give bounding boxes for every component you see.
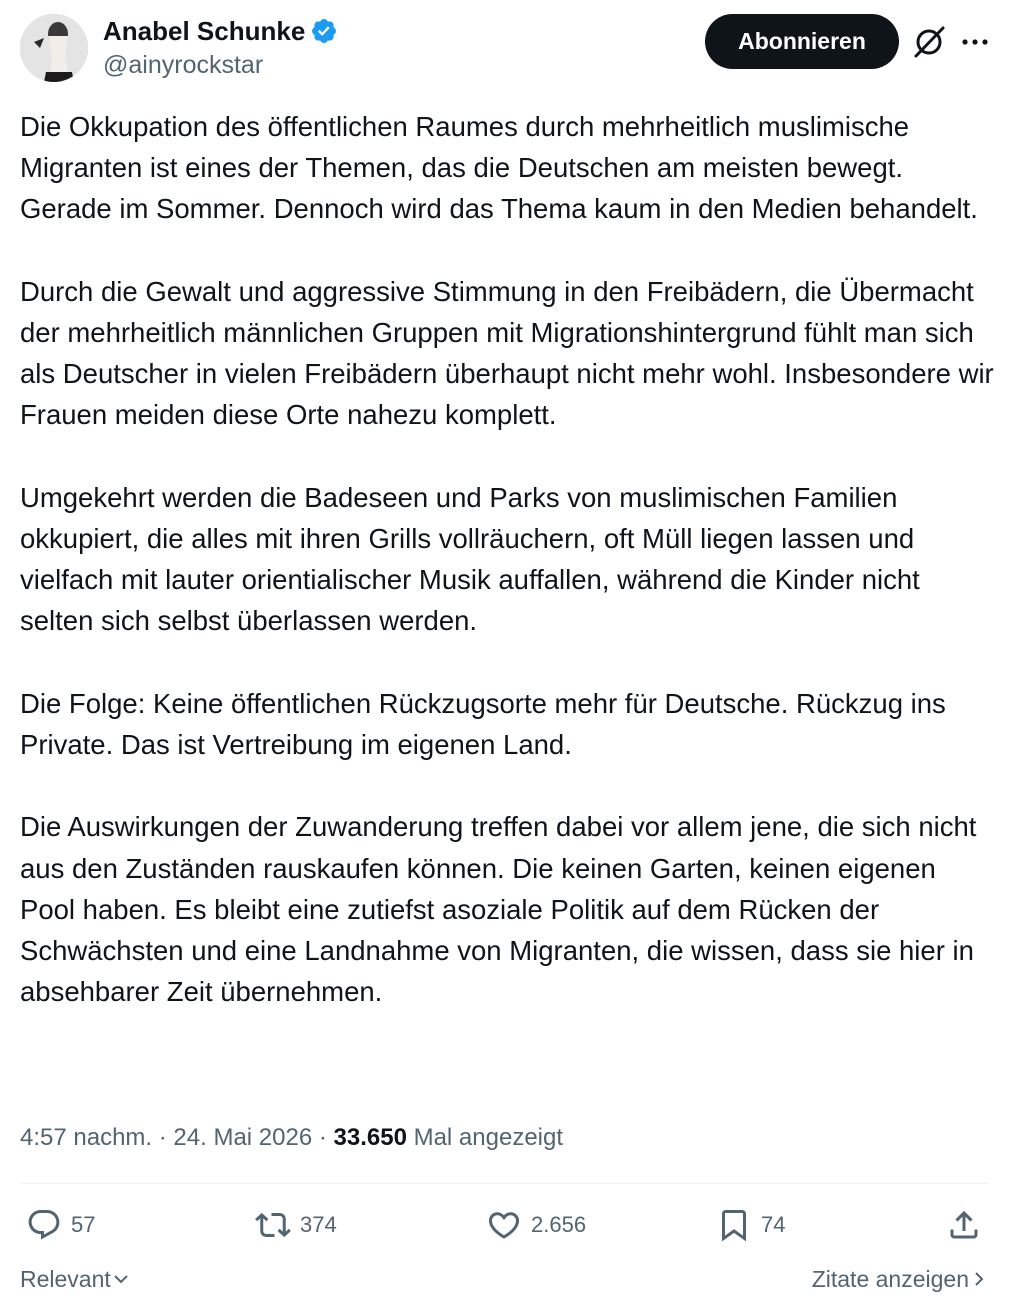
meta-separator: · [312,1124,334,1151]
tweet-date[interactable]: 24. Mai 2026 [173,1124,313,1151]
follow-button[interactable]: Abonnieren [705,14,899,69]
tweet-paragraph: Die Auswirkungen der Zuwanderung treffen dabei vor allem jene, die sich nicht aus den Zuständen rauskaufen können. Die keinen Garten, keinen eigenen Pool haben. Es bleibt eine zutiefst asoziale Politik auf dem Rücken der Schwächsten und eine Landnahme von Migranten, die wissen, dass sie hier in absehbarer Zeit übernehmen. [20,811,977,1008]
tweet-paragraph: Die Folge: Keine öffentlichen Rückzugsorte mehr für Deutsche. Rückzug ins Private. Das ist Vertreibung im eigenen Land. [20,687,946,760]
divider [20,1183,989,1184]
meta-separator: · [152,1124,174,1151]
repost-icon [255,1207,291,1243]
views-label: Mal angezeigt [413,1124,564,1151]
quotes-label: Zitate anzeigen [811,1266,969,1292]
bookmark-button[interactable] [716,1204,785,1246]
tweet-paragraph: Die Okkupation des öffentlichen Raumes durch mehrheitlich muslimische Migranten ist eines der Themen, das die Deutschen am meisten bewegt. Gerade im Sommer. Dennoch wird das Thema kaum in den Medien behandelt. [20,111,978,225]
tweet-meta [20,1120,563,1156]
share-button[interactable] [946,1204,982,1246]
reply-count: 57 [71,1212,96,1237]
chevron-right-icon [969,1269,989,1289]
like-count: 2.656 [531,1212,587,1237]
tweet-text [20,106,995,1012]
avatar-image [20,14,88,82]
author-handle[interactable]: @ainyrockstar [103,51,264,79]
repost-button[interactable] [255,1204,337,1246]
quotes-link[interactable] [812,1262,989,1296]
sort-selector[interactable] [20,1262,131,1296]
like-button[interactable] [486,1204,586,1246]
views-count: 33.650 [333,1124,407,1151]
share-icon [946,1207,982,1243]
grok-icon[interactable] [910,23,948,61]
sort-label: Relevant [20,1266,111,1292]
repost-count: 374 [300,1212,337,1237]
tweet-paragraph: Umgekehrt werden die Badeseen und Parks von muslimischen Familien okkupiert, die alles mit ihren Grills vollräuchern, oft Müll liegen lassen und vielfach mit lauter orientialischer Musik auffallen, während die Kinder nicht selten sich selbst überlassen werden. [20,481,920,637]
chevron-down-icon [111,1269,131,1289]
verified-badge-icon [310,17,338,45]
more-icon[interactable] [958,30,992,54]
like-icon [486,1207,522,1243]
author-name[interactable]: Anabel Schunke [103,16,306,46]
reply-button[interactable] [26,1204,95,1246]
avatar[interactable] [20,14,88,82]
tweet-time[interactable]: 4:57 nachm. [20,1124,153,1151]
tweet-paragraph: Durch die Gewalt und aggressive Stimmung in den Freibädern, die Übermacht der mehrheitlich männlichen Gruppen mit Migrationshintergrund fühlt man sich als Deutscher in vielen Freibädern überhaupt nicht mehr wohl. Insbesondere wir Frauen meiden diese Orte nahezu komplett. [20,275,994,431]
reply-icon [26,1207,62,1243]
author-name-row [103,14,338,48]
bookmark-icon [716,1207,752,1243]
bookmark-count: 74 [761,1212,786,1237]
